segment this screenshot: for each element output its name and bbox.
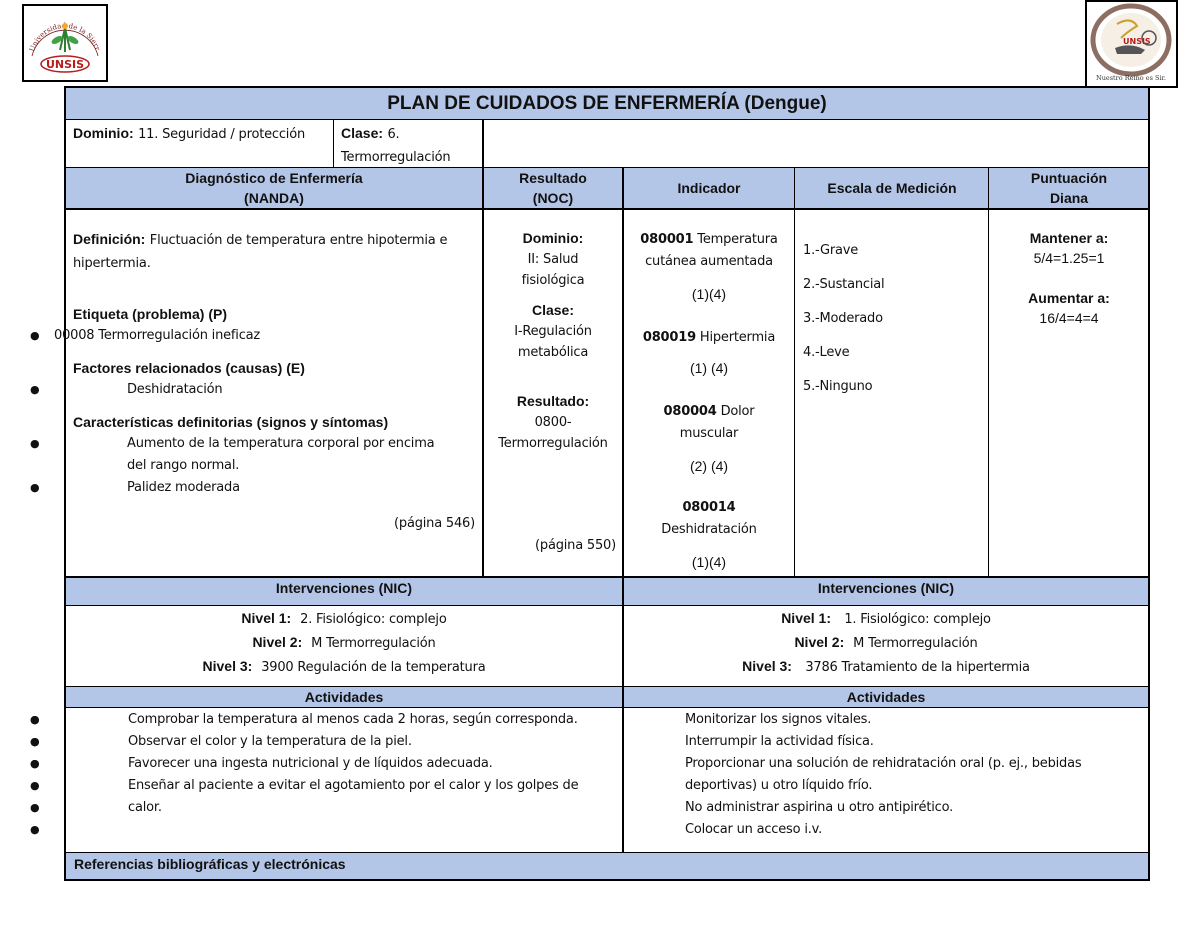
caracteristicas-label: Características definitorias (signos y síntomas) <box>73 414 389 430</box>
list-item: ● Deshidratación <box>0 379 478 401</box>
header-diagnostico: Diagnóstico de Enfermería (NANDA) <box>185 170 363 206</box>
divider <box>622 168 624 853</box>
escala-cell <box>803 240 983 410</box>
svg-text:UNSIS: UNSIS <box>45 58 85 71</box>
list-item: ● No administrar aspirina u otro antipirético. <box>0 797 1148 819</box>
escala-item: 1.-Grave <box>803 243 859 258</box>
header-puntuacion: Puntuación Diana <box>1030 170 1108 206</box>
escala-item: 5.-Ninguno <box>803 379 873 394</box>
nic-header-left: Intervenciones (NIC) <box>275 580 413 596</box>
referencias-label: Referencias bibliográficas y electrónicas <box>74 856 346 872</box>
header-resultado: Resultado (NOC) <box>519 170 587 206</box>
divider <box>66 686 1148 687</box>
list-item: ● Enseñar al paciente a evitar el agotamiento por el calor y los golpes de calor. <box>0 775 622 819</box>
diagnostico-pagina: (página 546) <box>394 516 475 531</box>
list-item: ● 00008 Termorregulación ineficaz <box>0 325 478 347</box>
clase-cell: Clase: 6. Termorregulación <box>341 125 451 165</box>
puntuacion-cell: Mantener a: 5/4=1.25=1 Aumentar a: 16/4=4=4 <box>1028 230 1110 326</box>
divider <box>988 168 989 577</box>
header-escala: Escala de Medición <box>827 180 957 196</box>
escala-item: 2.-Sustancial <box>803 277 885 292</box>
list-item: ● Palidez moderada <box>0 477 478 499</box>
divider <box>794 168 795 577</box>
divider <box>66 119 1148 120</box>
factores-label: Factores relacionados (causas) (E) <box>73 360 305 376</box>
list-item: ● Aumento de la temperatura corporal por encima del rango normal. <box>0 433 478 477</box>
list-item: ● Interrumpir la actividad física. <box>0 731 1148 753</box>
escala-item: 4.-Leve <box>803 345 850 360</box>
list-item: ● Monitorizar los signos vitales. <box>0 709 1148 731</box>
list-item: ● Comprobar la temperatura al menos cada 2 horas, según corresponda. <box>0 709 622 731</box>
actividades-header-right: Actividades <box>846 689 926 705</box>
unsis-seal-icon <box>24 6 106 80</box>
page-title: PLAN DE CUIDADOS DE ENFERMERÍA (Dengue) <box>387 93 827 114</box>
resultado-cell: Dominio: II: Salud fisiológica Clase: I-Regulación metabólica Resultado: 0800- Termorregulación <box>498 230 608 451</box>
list-item: ● Colocar un acceso i.v. <box>0 819 1148 841</box>
divider <box>333 120 334 168</box>
svg-text:UNSIS: UNSIS <box>1123 37 1151 46</box>
header-indicador: Indicador <box>677 180 741 196</box>
divider <box>66 605 1148 606</box>
indicador-item: 080014 Deshidratación (1)(4) <box>661 500 757 570</box>
divider <box>66 167 1148 168</box>
divider <box>66 707 1148 708</box>
escala-item: 3.-Moderado <box>803 311 883 326</box>
diagnostico-cell: Definición: Fluctuación de temperatura entre hipotermia e hipertermia. Etiqueta (problema) (P) ● 00008 Termorregulación ineficaz Factores relacionados (causas) (E) ● Deshidratación Características definitorias (signos y síntomas) ● Aumento de la temperatura corporal por encima del rango normal. ● Palidez moderada <box>73 228 478 499</box>
list-item: ● Proporcionar una solución de rehidratación oral (p. ej., bebidas deportivas) u otro líquido frío. <box>0 753 1148 797</box>
divider <box>66 576 1148 578</box>
actividades-right <box>631 709 1148 841</box>
divider <box>66 852 1148 853</box>
list-item: ● Observar el color y la temperatura de la piel. <box>0 731 622 753</box>
indicador-item: 080001 Temperatura cutánea aumentada (1)(4) <box>640 232 778 302</box>
resultado-pagina: (página 550) <box>535 538 616 553</box>
divider <box>66 208 1148 210</box>
nic-right: Nivel 1: 1. Fisiológico: complejo Nivel 2: M Termorregulación Nivel 3: 3786 Tratamiento de la hipertermia <box>742 610 1030 675</box>
indicador-item: 080004 Dolor muscular (2) (4) <box>663 404 755 474</box>
divider <box>482 120 484 577</box>
svg-text:Universidad de la Sierra Sur: Universida de la Sierr <box>28 22 102 53</box>
actividades-header-left: Actividades <box>304 689 384 705</box>
svg-text:Nuestro Reino es Sir.: Nuestro Reino es Sir. <box>1096 74 1166 82</box>
dominio-row: Dominio: 11. Seguridad / protección <box>73 125 305 142</box>
logo-right <box>1085 0 1178 88</box>
indicador-cell <box>624 229 794 573</box>
etiqueta-label: Etiqueta (problema) (P) <box>73 306 228 322</box>
nic-left: Nivel 1: 2. Fisiológico: complejo Nivel 2: M Termorregulación Nivel 3: 3900 Regulación de la temperatura <box>202 610 486 675</box>
nursing-emblem-icon <box>1087 2 1176 86</box>
nic-header-right: Intervenciones (NIC) <box>817 580 955 596</box>
list-item: ● Favorecer una ingesta nutricional y de líquidos adecuada. <box>0 753 622 775</box>
indicador-item: 080019 Hipertermia (1) (4) <box>642 330 776 376</box>
logo-left <box>22 4 108 82</box>
